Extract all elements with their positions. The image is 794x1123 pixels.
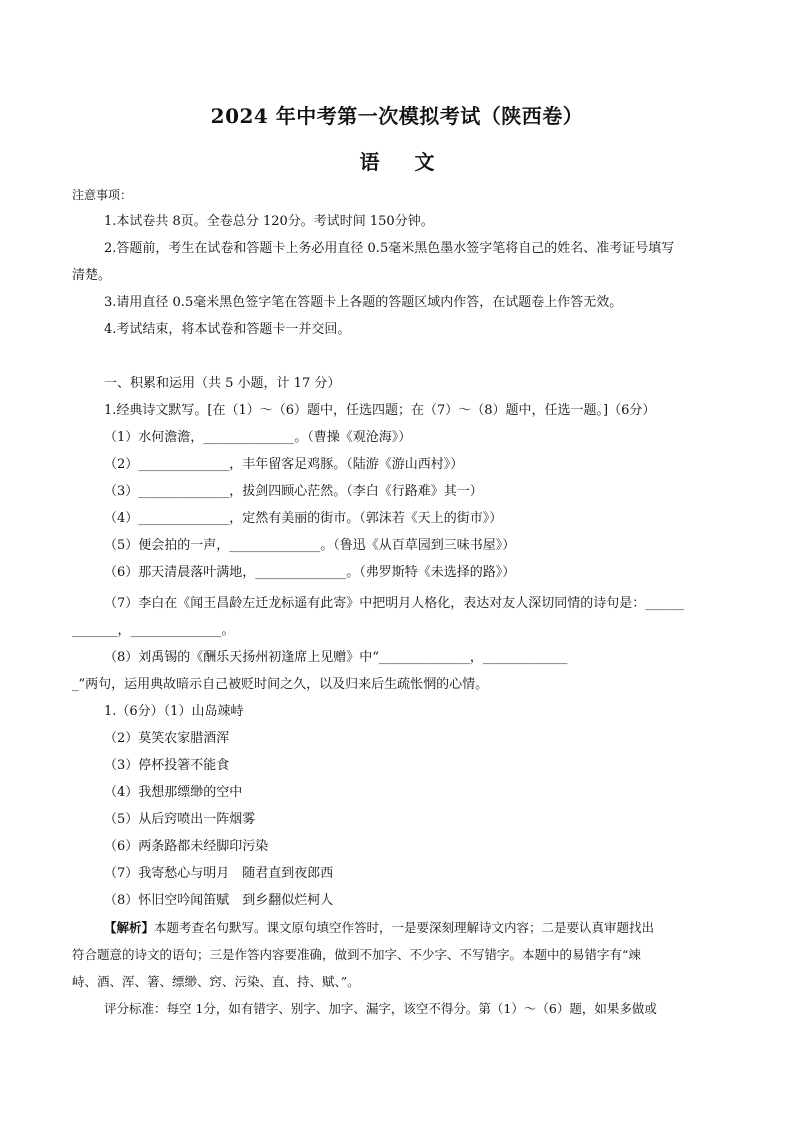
answer-line-4: （4）我想那缥缈的空中 [104, 785, 243, 800]
answer-line-3: （3）停杯投箸不能食 [104, 758, 230, 773]
answer-line-5: （5）从后窍喷出一阵烟雾 [104, 812, 256, 827]
question-item-5: （5）便会拍的一声，______________。（鲁迅《从百草园到三味书屋》） [104, 538, 516, 553]
analysis-line-2: 符合题意的诗文的语句；三是作答内容要准确，做到不加字、不少字、不写错字。本题中的易错字有“竦 [72, 947, 641, 962]
analysis-line-3: 峙、酒、浑、箸、缥缈、窍、污染、直、持、赋、”。 [72, 974, 360, 989]
note-item-1: 1.本试卷共 8页。全卷总分 120分。考试时间 150分钟。 [104, 214, 434, 229]
question-item-8-cont: _”两句，运用典故暗示自己被贬时间之久，以及归来后生疏怅惘的心情。 [72, 677, 489, 692]
note-item-2-cont: 清楚。 [72, 268, 112, 283]
question-item-3: （3）______________，拔剑四顾心茫然。（李白《行路难》其一） [104, 484, 483, 499]
question-item-4: （4）______________，定然有美丽的街市。（郭沫若《天上的街市》） [104, 511, 503, 526]
answer-line-2: （2）莫笑农家腊酒浑 [104, 731, 230, 746]
answer-line-8: （8）怀旧空吟闻笛赋 到乡翻似烂柯人 [104, 893, 334, 908]
analysis-line-1 [104, 919, 722, 937]
note-item-4: 4.考试结束，将本试卷和答题卡一并交回。 [104, 322, 351, 337]
note-item-3: 3.请用直径 0.5毫米黑色签字笔在答题卡上各题的答题区域内作答，在试题卷上作答无效。 [104, 295, 623, 310]
question-item-7-cont: _______，______________。 [72, 623, 235, 638]
scoring-line: 评分标准：每空 1分，如有错字、别字、加字、漏字，该空不得分。第（1）～（6）题，如果多做或 [104, 1001, 657, 1016]
question-item-1: （1）水何澹澹，______________。（曹操《观沧海》） [104, 430, 412, 445]
question-item-2: （2）______________，丰年留客足鸡豚。（陆游《游山西村》） [104, 457, 464, 472]
note-item-2: 2.答题前，考生在试卷和答题卡上务必用直径 0.5毫米黑色墨水签字笔将自己的姓名、准考证号填写 [104, 241, 675, 256]
question-item-7: （7）李白在《闻王昌龄左迁龙标遥有此寄》中把明月人格化，表达对友人深切同情的诗句是：______ [104, 596, 685, 611]
subject-title: 语 文 [359, 150, 435, 174]
notes-heading: 注意事项： [72, 188, 133, 202]
analysis-label: 【解析】 [104, 920, 155, 935]
question-1: 1.经典诗文默写。[在（1）～（6）题中，任选四题；在（7）～（8）题中，任选一题。]（6分） [104, 403, 656, 418]
answer-line-7: （7）我寄愁心与明月 随君直到夜郎西 [104, 866, 334, 881]
answer-line-1: 1.（6分）（1）山岛竦峙 [104, 704, 244, 719]
question-item-6: （6）那天清晨落叶满地，______________。（弗罗斯特《未选择的路》） [104, 565, 516, 580]
exam-title: 2024 年中考第一次模拟考试（陕西卷） [210, 104, 584, 128]
answer-line-6: （6）两条路都未经脚印污染 [104, 839, 269, 854]
question-item-8: （8）刘禹锡的《酬乐天扬州初逢席上见赠》中“______________，_____________ [104, 650, 568, 665]
analysis-text-1: 本题考查名句默写。课文原句填空作答时，一是要深刻理解诗文内容；二是要认真审题找出 [154, 920, 655, 935]
section-heading: 一、积累和运用（共 5 小题，计 17 分） [104, 376, 341, 391]
